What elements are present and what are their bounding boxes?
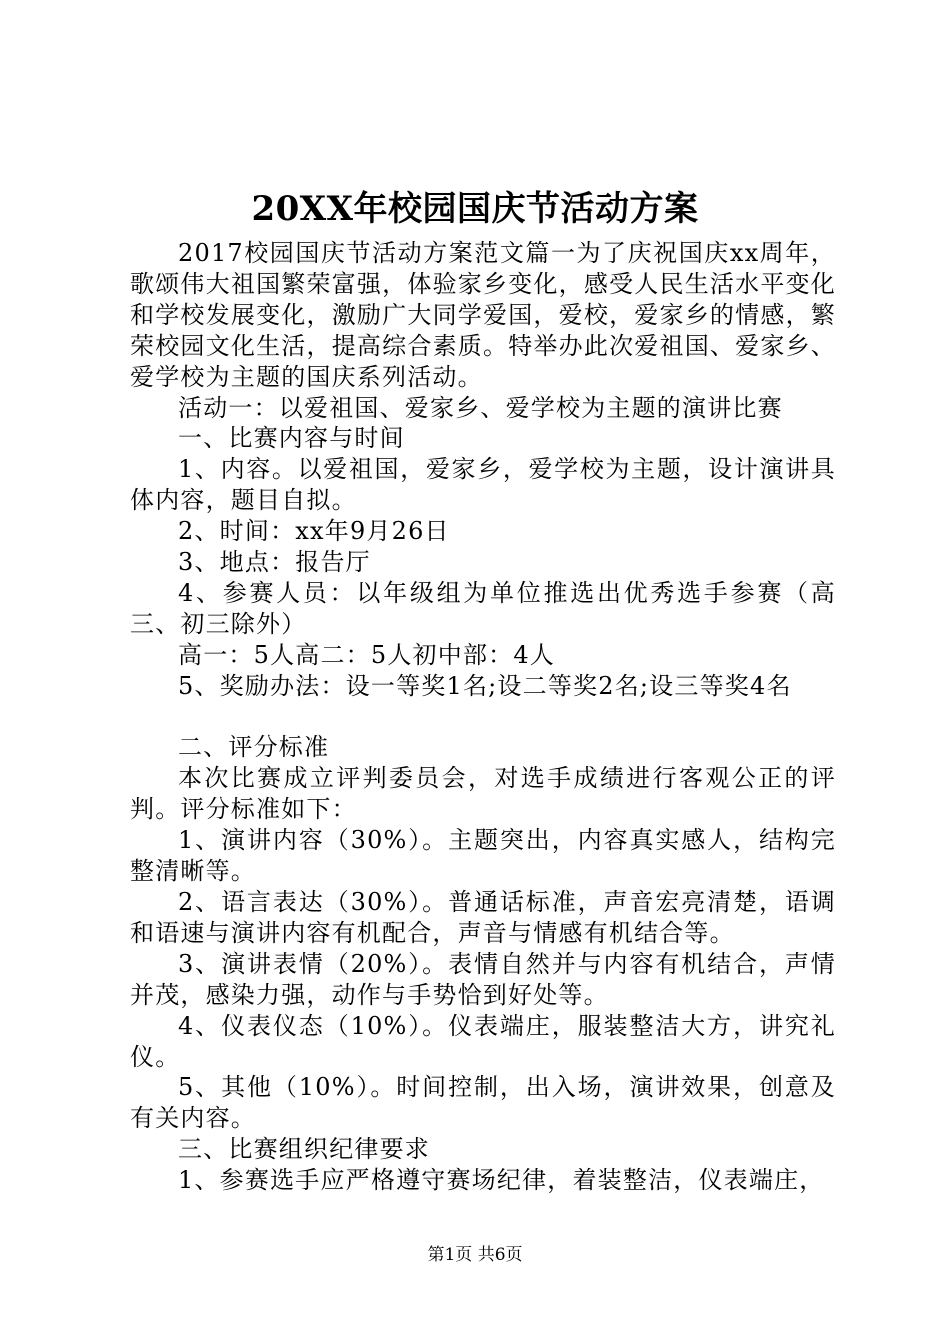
paragraph-participants: 4、参赛人员：以年级组为单位推选出优秀选手参赛（高三、初三除外）	[130, 578, 836, 638]
paragraph-content: 1、内容。以爱祖国，爱家乡，爱学校为主题，设计演讲具体内容，题目自拟。	[130, 455, 836, 515]
paragraph-criterion-expression: 3、演讲表情（20%）。表情自然并与内容有机结合，声情并茂，感染力强，动作与手势恰到好处等。	[130, 949, 836, 1009]
paragraph-judging-committee: 本次比赛成立评判委员会，对选手成绩进行客观公正的评判。评分标准如下：	[130, 764, 836, 824]
heading-content-and-time: 一、比赛内容与时间	[178, 424, 405, 453]
paragraph-discipline-1: 1、参赛选手应严格遵守赛场纪律，着装整洁，仪表端庄，	[178, 1166, 825, 1195]
heading-scoring-criteria: 二、评分标准	[178, 733, 330, 762]
paragraph-time: 2、时间：xx年9月26日	[178, 517, 450, 546]
paragraph-criterion-language: 2、语言表达（30%）。普通话标准，声音宏亮清楚，语调和语速与演讲内容有机配合，声音与情感有机结合等。	[130, 888, 836, 947]
paragraph-location: 3、地点：报告厅	[178, 548, 371, 577]
paragraph-intro: 2017校园国庆节活动方案范文篇一为了庆祝国庆xx周年，歌颂伟大祖国繁荣富强，体验家乡变化，感受人民生活水平变化和学校发展变化，激励广大同学爱国，爱校，爱家乡的情感，繁荣校园文化生活，提高综合素质。特举办此次爱祖国、爱家乡、爱学校为主题的国庆系列活动。	[130, 239, 836, 391]
paragraph-criterion-appearance: 4、仪表仪态（10%）。仪表端庄，服装整洁大方，讲究礼仪。	[130, 1011, 836, 1071]
page-number-footer: 第1页 共6页	[427, 1245, 523, 1265]
paragraph-participant-quota: 高一：5人高二：5人初中部：4人	[178, 640, 556, 669]
heading-discipline: 三、比赛组织纪律要求	[178, 1135, 430, 1164]
blank-line	[130, 702, 836, 733]
paragraph-criterion-content: 1、演讲内容（30%）。主题突出，内容真实感人，结构完整清晰等。	[130, 826, 836, 886]
paragraph-activity-one: 活动一：以爱祖国、爱家乡、爱学校为主题的演讲比赛	[178, 393, 783, 422]
document-body	[130, 238, 836, 1196]
document-title: 20XX年校园国庆节活动方案	[251, 189, 699, 229]
paragraph-criterion-other: 5、其他（10%）。时间控制，出入场，演讲效果，创意及有关内容。	[130, 1073, 836, 1133]
paragraph-awards: 5、奖励办法：设一等奖1名;设二等奖2名;设三等奖4名	[178, 671, 792, 700]
